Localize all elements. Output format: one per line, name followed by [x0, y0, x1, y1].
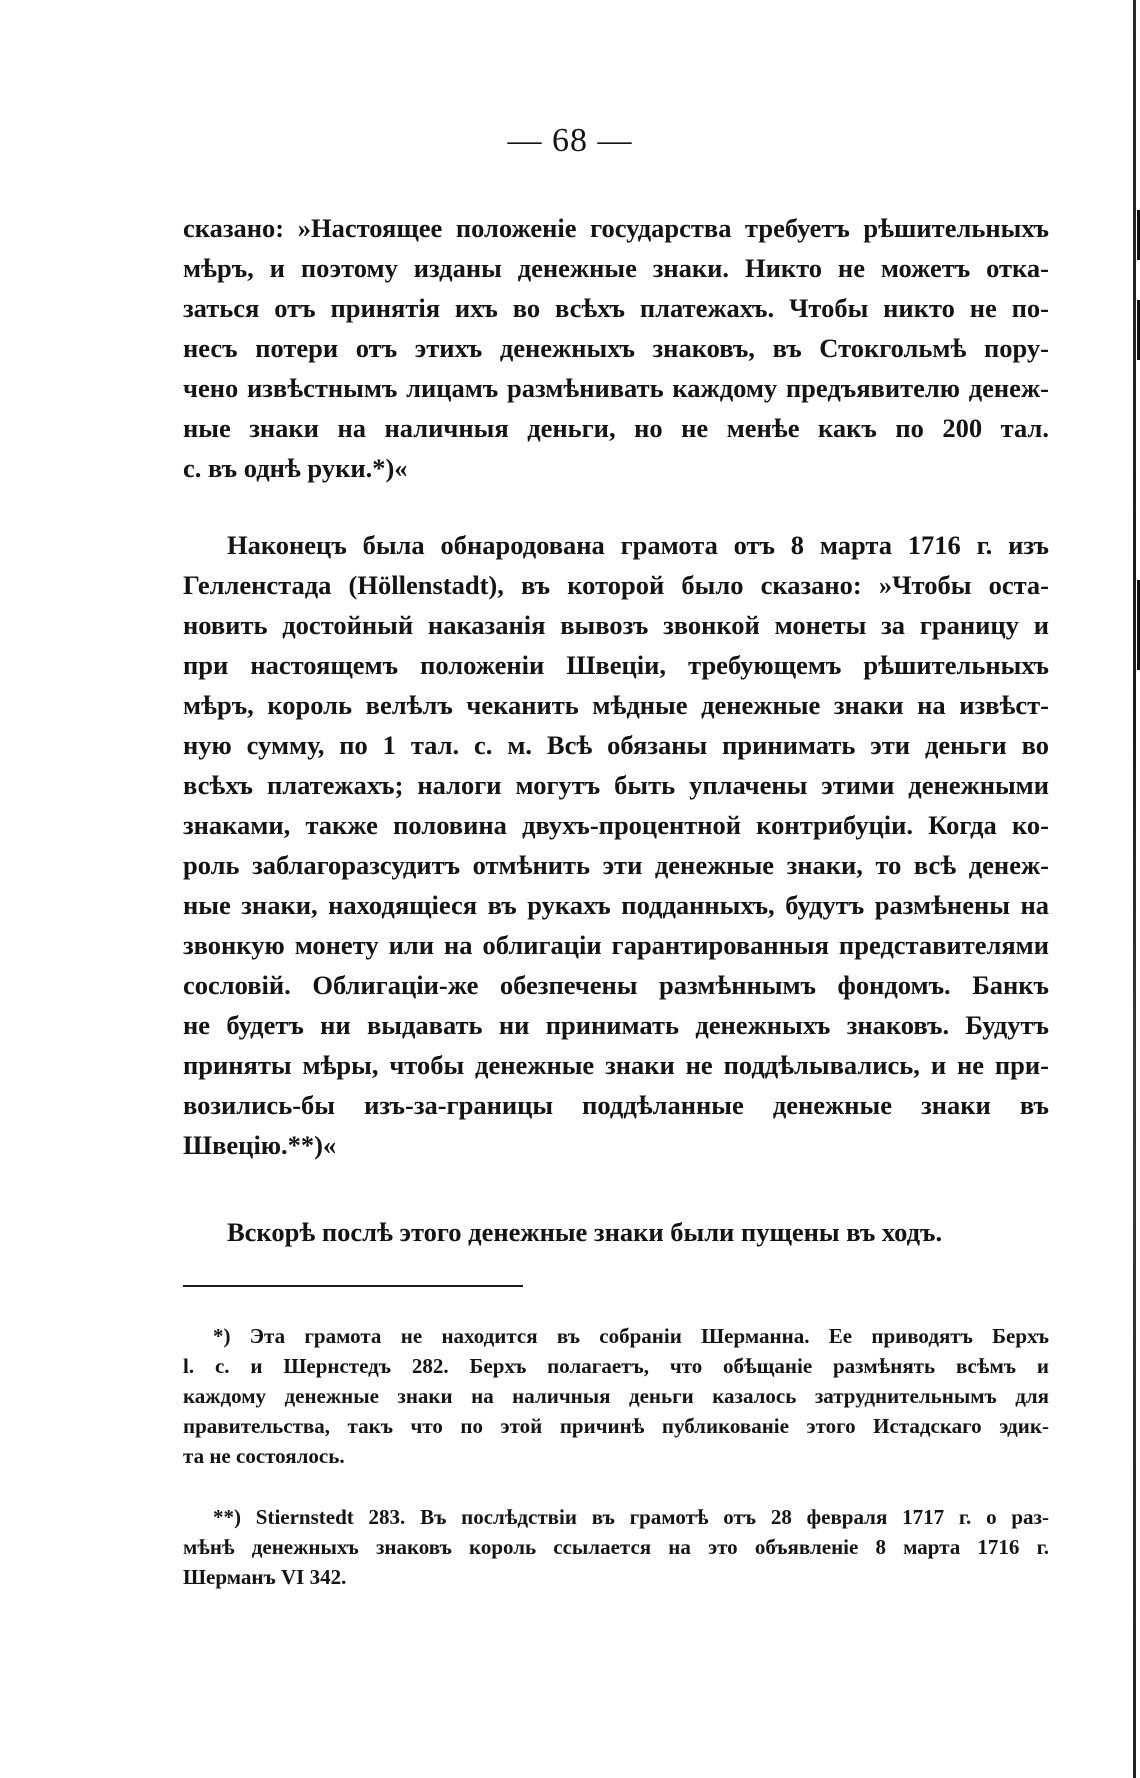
text-line: чено извѣстнымъ лицамъ размѣнивать каждому предъявителю денеж-	[183, 373, 1049, 403]
text-line: мѣръ, король велѣлъ чеканить мѣдные денежные знаки на извѣст-	[183, 690, 1049, 720]
text-line: возились-бы изъ-за-границы поддѣланные денежные знаки въ	[183, 1090, 1049, 1120]
text-line: сословій. Облигаціи-же обезпечены размѣннымъ фондомъ. Банкъ	[183, 970, 1049, 1000]
text-line: знаками, также половина двухъ-процентной контрибуціи. Когда ко-	[183, 810, 1049, 840]
footnote-divider	[183, 1285, 523, 1287]
footnote-1	[183, 1321, 1049, 1471]
footnote-line: та не состоялось.	[183, 1444, 345, 1468]
text-line: приняты мѣры, чтобы денежные знаки не поддѣлывались, и не при-	[183, 1050, 1049, 1080]
text-line: с. въ однѣ руки.*)«	[183, 453, 408, 483]
text-line: Швецію.**)«	[183, 1130, 337, 1160]
footnote-line: Шерманъ VI 342.	[183, 1565, 347, 1589]
text-line: Гелленстада (Höllenstadt), въ которой было сказано: »Чтобы оста-	[183, 570, 1049, 600]
footnote-line: *) Эта грамота не находится въ собраніи Шерманна. Ее приводятъ Берхъ	[213, 1324, 1049, 1348]
text-line: Наконецъ была обнародована грамота отъ 8 марта 1716 г. изъ	[227, 530, 1049, 560]
footnote-2	[183, 1502, 1049, 1592]
text-line: при настоящемъ положеніи Швеціи, требующемъ рѣшительныхъ	[183, 650, 1049, 680]
text-line: новить достойный наказанія вывозъ звонкой монеты за границу и	[183, 610, 1049, 640]
text-line: всѣхъ платежахъ; налоги могутъ быть уплачены этими денежными	[183, 770, 1049, 800]
text-line: несъ потери отъ этихъ денежныхъ знаковъ, въ Стокгольмѣ пору-	[183, 333, 1049, 363]
text-line: сказано: »Настоящее положеніе государства требуетъ рѣшительныхъ	[183, 213, 1049, 243]
text-line: роль заблагоразсудитъ отмѣнить эти денежные знаки, то всѣ денеж-	[183, 850, 1049, 880]
text-line: мѣръ, и поэтому изданы денежные знаки. Никто не можетъ отка-	[183, 253, 1049, 283]
text-line: ную сумму, по 1 тал. с. м. Всѣ обязаны принимать эти деньги во	[183, 730, 1049, 760]
page-number: — 68 —	[507, 122, 633, 159]
footnote-line: правительства, такъ что по этой причинѣ публикованіе этого Истадскаго эдик-	[183, 1414, 1049, 1438]
paragraph-2	[183, 525, 1049, 1165]
paragraph-1	[183, 208, 1049, 488]
text-line: ные знаки, находящіеся въ рукахъ подданныхъ, будутъ размѣнены на	[183, 890, 1049, 920]
text-line: звонкую монету или на облигаціи гарантированныя представителями	[183, 930, 1049, 960]
text-line: не будетъ ни выдавать ни принимать денежныхъ знаковъ. Будутъ	[183, 1010, 1049, 1040]
text-line: Вскорѣ послѣ этого денежные знаки были пущены въ ходъ.	[227, 1217, 943, 1247]
footnote-line: мѣнѣ денежныхъ знаковъ король ссылается на это объявленіе 8 марта 1716 г.	[183, 1535, 1049, 1559]
paragraph-3	[183, 1212, 1049, 1252]
text-line: заться отъ принятія ихъ во всѣхъ платежахъ. Чтобы никто не по-	[183, 293, 1049, 323]
footnote-line: l. c. и Шернстедъ 282. Берхъ полагаетъ, что обѣщаніе размѣнять всѣмъ и	[183, 1354, 1049, 1378]
text-line: ные знаки на наличныя деньги, но не менѣе какъ по 200 тал.	[183, 413, 1049, 443]
footnote-line: **) Stiernstedt 283. Въ послѣдствіи въ грамотѣ отъ 28 февраля 1717 г. о раз-	[213, 1505, 1049, 1529]
footnote-line: каждому денежные знаки на наличныя деньги казалось затруднительнымъ для	[183, 1384, 1049, 1408]
page-binding-edge	[1133, 0, 1136, 1778]
